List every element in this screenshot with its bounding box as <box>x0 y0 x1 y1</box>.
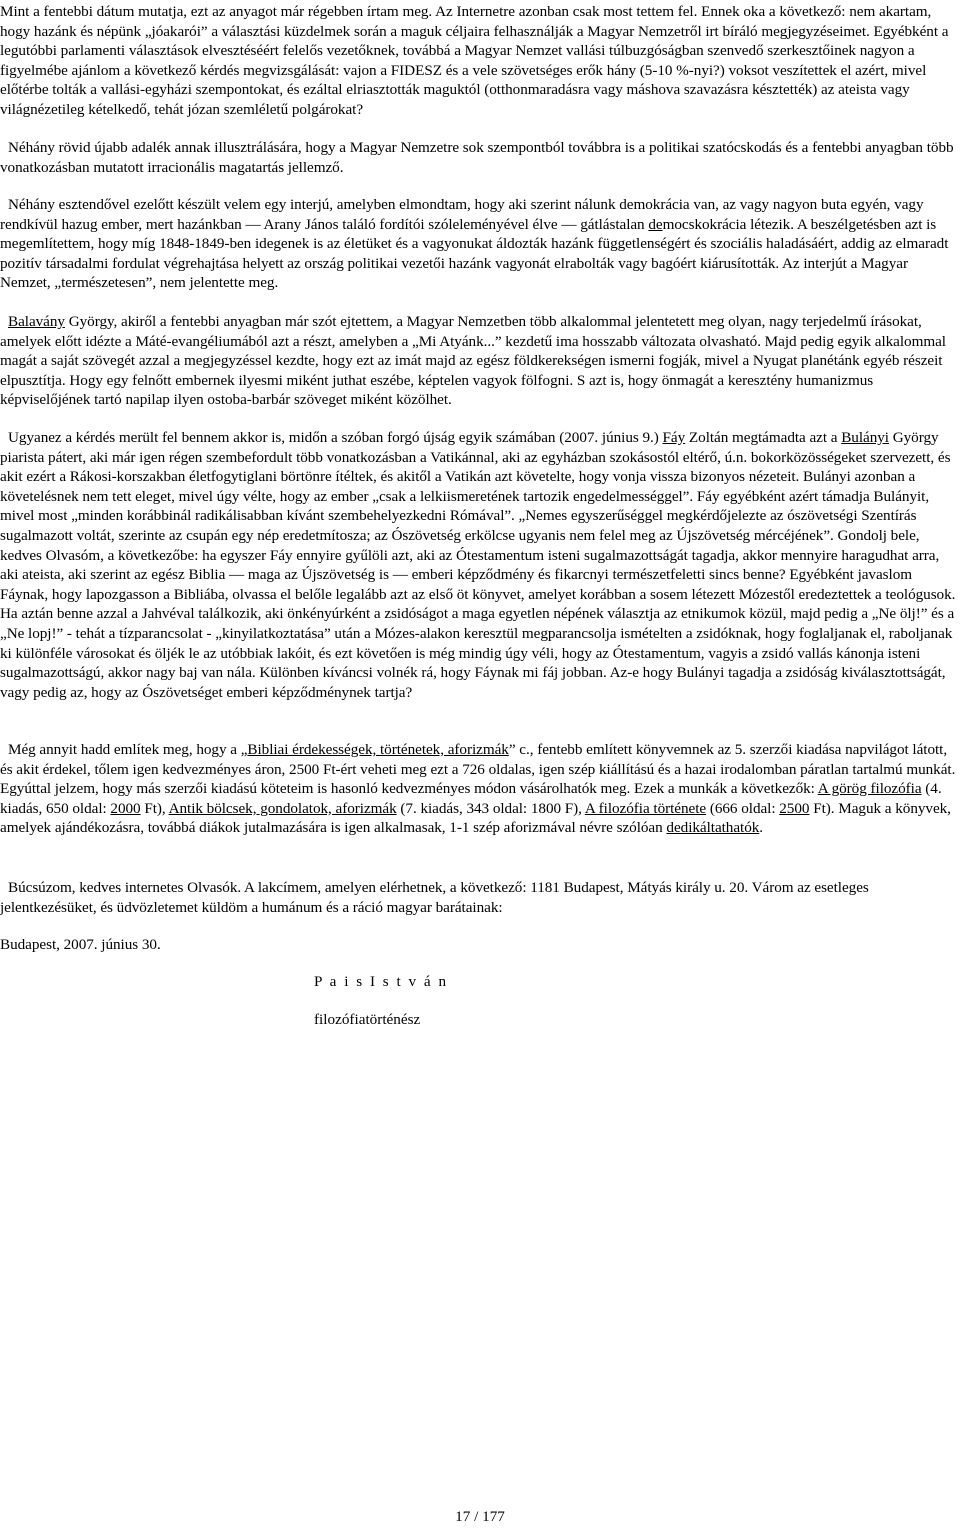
author-title: filozófiatörténész <box>314 1011 421 1028</box>
price-2000: 2000 <box>110 799 141 817</box>
link-gorog-filozofia[interactable]: A görög filozófia <box>817 780 922 798</box>
author-signature: P a i s I s t v á n <box>314 973 449 990</box>
link-bibliai-erdekessegek[interactable]: Bibliai érdekességek, történetek, aforizmák <box>247 741 509 758</box>
link-dedikaltathatok[interactable]: dedikáltathatók <box>666 819 760 837</box>
page-number: 17 / 177 <box>455 1508 505 1525</box>
price-2500: 2500 <box>779 799 810 817</box>
link-antik-bolcsek[interactable]: Antik bölcsek, gondolatok, aforizmák <box>168 799 397 817</box>
paragraph-new-additions: Néhány rövid újabb adalék annak illusztrálására, hogy a Magyar Nemzetre sok szempontból továbbra is a politikai szatócskodás és a fentebbi anyagban több vonatkozásban mutatott irracionális magatartás jellemző. <box>0 139 954 176</box>
paragraph-interview: Néhány esztendővel ezelőtt készült velem egy interjú, amelyben elmondtam, hogy aki szerint nálunk demokrácia van, az vagy nagyon buta egyén, vagy rendkívül hazug ember, mert hazánkban — Arany János találó fordítói szóleleményével élve — gátlástalan democskokrácia létezik. A beszélgetésben azt is megemlítettem, hogy míg 1848-1849-ben idegenek is az életüket és a vagyonukat áldozták hazánk függetlenségért és szociális haladásáért, addig az elmaradt pozitív társadalmi fordulat végrehajtása helyett az ország politikai vezetői hazánk vagyonát elrabolták vagy bagóért kiárusították. Az interjút a Magyar Nemzet, „természetesen”, nem jelentette meg. <box>0 196 949 292</box>
paragraph-intro: Mint a fentebbi dátum mutatja, ezt az anyagot már régebben írtam meg. Az Internetre azonban csak most tettem fel. Ennek oka a következő: nem akartam, hogy hazánk és népünk „jóakarói” a választási küzdelmek során a maguk céljaira felhasználják a Magyar Nemzetről irt bíráló megjegyzéseimet. Egyébként a legutóbbi parlamenti választások elvesztéséért felelős vezetőknek, továbbá a Magyar Nemzet vallási túlbuzgóságban szenvedő szerkesztőinek nagyon a figyelmébe ajánlom a következő kérdés megvizsgálását: vajon a FIDESZ és a vele szövetséges erők hány (5-10 %-nyi?) voksot veszítettek el azért, mivel előtérbe tolták a vallási-egyházi szempontokat, és ezáltal elriasztották maguktól (otthonmaradásra vagy máshova szavazásra késztették) az ateista vagy világnézetileg kételkedő, tehát józan szemléletű polgárokat? <box>0 3 949 118</box>
link-fay[interactable]: Fáy <box>662 429 686 446</box>
paragraph-balavany: Balavány György, akiről a fentebbi anyagban már szót ejtettem, a Magyar Nemzetben több alkalommal jelentetett meg olyan, nagy terjedelmű írásokat, amelyek előtt idézte a Máté-evangéliumából azt a részt, amelyben a „Mi Atyánk...” kezdetű ima hosszabb változata olvasható. Majd pedig egyik alkalommal magát a saját szövegét azzal a megjegyzéssel kezdte, hogy ezt az imát majd az egész földkerekségen ismerni fogják, mivel a Nyugat planétánk egyéb részeit elpusztítja. Hogy egy felnőtt embernek ilyesmi miként juthat eszébe, képtelen vagyok fölfogni. S azt is, hogy önmagát a keresztény humanizmus képviselőjének tartó napilap ilyen ostoba-barbár szöveget miként közölhet. <box>0 313 946 409</box>
link-bulanyi[interactable]: Bulányi <box>841 429 889 446</box>
link-filozofia-tortenete[interactable]: A filozófia története <box>584 799 707 817</box>
paragraph-fay-bulanyi: Ugyanez a kérdés merült fel bennem akkor is, midőn a szóban forgó újság egyik számában (2007. június 9.) Fáy Zoltán megtámadta azt a Bulányi György piarista pátert, aki már igen régen szembefordult több vonatkozásban a Vatikánnal, aki az egyházban szokásostól eltérő, ú.n. bokorközösségeket szervezett, és akit ezért a Rákosi-korszakban életfogytiglani börtönre ítéltek, és akitől a Vatikán azt követelte, hogy vonja vissza bizonyos nézeteit. Bulányi azonban a követelésnek nem tett eleget, mivel úgy vélte, hogy az ember „csak a lelkiismeretének tartozik engedelmességgel”. Fáy egyébként azért támadja Bulányit, mivel most „minden korábbinál radikálisabban kívánt szembehelyezkedni Rómával”. „Nemes egyszerűséggel megkérdőjelezte az ószövetségi Szentírás sugalmazott voltát, szerinte az csupán egy nép eredetmítosza; az Ószövetség erkölcse ugyanis nem felel meg az Újszövetség mércéjének”. Gondolj bele, kedves Olvasóm, a következőbe: ha egyszer Fáy ennyire gyűlöli azt, aki az Ótestamentum isteni sugalmazottságát tagadja, akkor mennyire haragudhat arra, aki ateista, aki szerint az egész Biblia — maga az Újszövetség is — emberi képződmény és fikarcnyi természetfeletti sincs benne? Egyébként javaslom Fáynak, hogy lapozgasson a Bibliába, olvassa el belőle legalább azt az első öt könyvet, amelyet korábban a sosem létezett Mózestől eredeztettek a teológusok. Ha aztán benne azzal a Jahvéval találkozik, aki önkényúrként a zsidóságot a maga egyetlen népének választja az etnikumok közül, majd pedig a „Ne ölj!” és a „Ne lopj!” - tehát a tízparancsolat - „kinyilatkoztatása” után a Mózes-alakon keresztül megparancsolja ismételten a zsidóknak, hogy foglaljanak el, raboljanak ki különféle városokat és öljék le az utóbbiak lakóit, és ezt követően is még mindig úgy véli, hogy az Ótestamentum, vagyis a zsidó vallás kánonja isteni sugalmazottságú, akkor nagy baj van nála. Különben kíváncsi volnék rá, hogy Fáynak mi fáj jobban. Az-e hogy Bulányi tagadja a zsidóság kiválasztottságát, vagy pedig az, hogy az Ószövetséget emberi képződménynek tartja? <box>0 429 956 701</box>
paragraph-farewell: Búcsúzom, kedves internetes Olvasók. A lakcímem, amelyen elérhetnek, a következő: 1181 Budapest, Mátyás király u. 20. Várom az esetleges jelentkezésüket, és üdvözletemet küldöm a humánum és a ráció magyar barátainak: <box>0 879 869 916</box>
date-line: Budapest, 2007. június 30. <box>0 936 161 953</box>
link-balavany[interactable]: Balavány <box>8 313 65 330</box>
paragraph-books: Még annyit hadd említek meg, hogy a „Bibliai érdekességek, történetek, aforizmák” c., fentebb említett könyvemnek az 5. szerzői kiadása napvilágot látott, és akit érdekel, tőlem igen kedvezményes áron, 2500 Ft-ért veheti meg ezt a 726 oldalas, igen szép kiállítású és a hazai irodalomban páratlan tartalmú munkát. Egyúttal jelzem, hogy más szerzői kiadású köteteim is hasonló kedvezményes módon vásárolhatók meg. Ezek a munkák a következők: A görög filozófia (4. kiadás, 650 oldal: 2000 Ft), Antik bölcsek, gondolatok, aforizmák (7. kiadás, 343 oldal: 1800 F), A filozófia története (666 oldal: 2500 Ft). Maguk a könyvek, amelyek ajándékozásra, továbbá diákok jutalmazására is igen alkalmasak, 1-1 szép aforizmával névre szólóan dedikáltathatók. <box>0 741 956 837</box>
